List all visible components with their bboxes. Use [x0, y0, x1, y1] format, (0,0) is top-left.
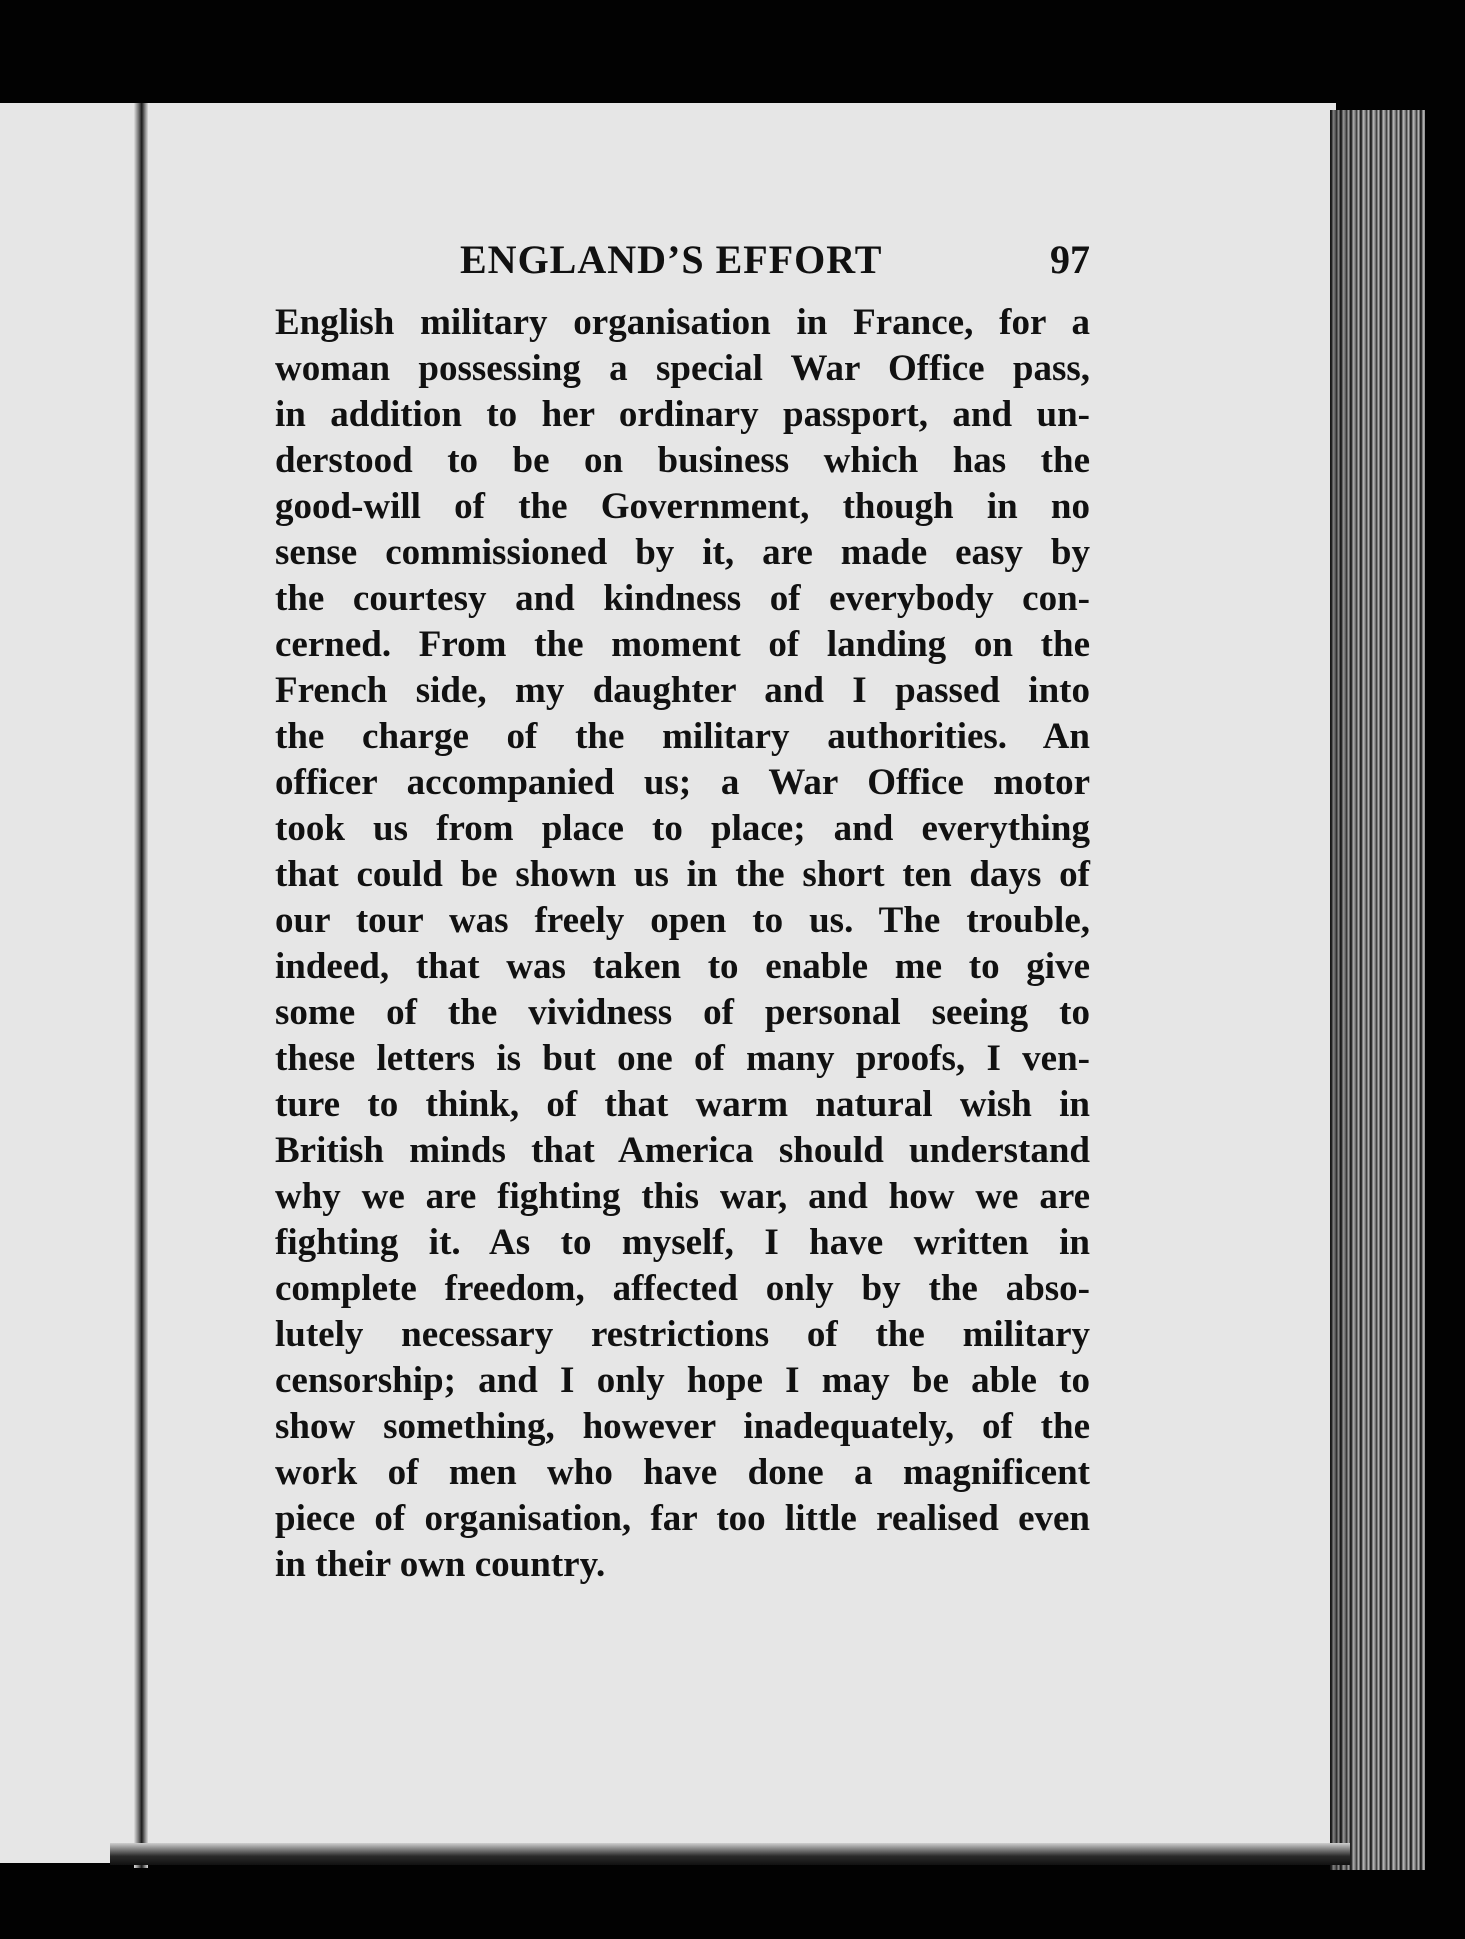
- text-line: derstood to be on business which has the: [275, 440, 1090, 481]
- text-line: why we are fighting this war, and how we are: [275, 1176, 1090, 1217]
- text-line: piece of organisation, far too little realised even: [275, 1498, 1090, 1539]
- text-line: some of the vividness of personal seeing to: [275, 992, 1090, 1033]
- text-line: British minds that America should understand: [275, 1130, 1090, 1171]
- text-line: that could be shown us in the short ten days of: [275, 854, 1090, 895]
- book-gutter: [134, 103, 148, 1868]
- text-line: English military organisation in France, for a: [275, 302, 1090, 343]
- running-head: [280, 236, 1090, 286]
- text-line: sense commissioned by it, are made easy by: [275, 532, 1090, 573]
- text-line: our tour was freely open to us. The trouble,: [275, 900, 1090, 941]
- text-line: complete freedom, affected only by the abso-: [275, 1268, 1090, 1309]
- text-line: work of men who have done a magnificent: [275, 1452, 1090, 1493]
- text-line: lutely necessary restrictions of the military: [275, 1314, 1090, 1355]
- running-title: ENGLAND’S EFFORT: [460, 237, 883, 282]
- text-line: these letters is but one of many proofs, I ven-: [275, 1038, 1090, 1079]
- body-text: [275, 300, 1090, 1588]
- text-line: woman possessing a special War Office pass,: [275, 348, 1090, 389]
- text-line: officer accompanied us; a War Office motor: [275, 762, 1090, 803]
- text-line: in their own country.: [275, 1544, 606, 1585]
- text-line: fighting it. As to myself, I have written in: [275, 1222, 1090, 1263]
- text-line: in addition to her ordinary passport, and un-: [275, 394, 1090, 435]
- left-page-edge: [0, 103, 140, 1863]
- text-line: censorship; and I only hope I may be able to: [275, 1360, 1090, 1401]
- fore-edge-shadow: [1330, 110, 1360, 1870]
- text-line: good-will of the Government, though in no: [275, 486, 1090, 527]
- text-line: took us from place to place; and everything: [275, 808, 1090, 849]
- text-line: show something, however inadequately, of the: [275, 1406, 1090, 1447]
- text-line: ture to think, of that warm natural wish in: [275, 1084, 1090, 1125]
- text-line: the charge of the military authorities. An: [275, 716, 1090, 757]
- text-line: the courtesy and kindness of everybody con-: [275, 578, 1090, 619]
- text-line: cerned. From the moment of landing on the: [275, 624, 1090, 665]
- text-line: indeed, that was taken to enable me to give: [275, 946, 1090, 987]
- text-line: French side, my daughter and I passed into: [275, 670, 1090, 711]
- page-number: 97: [1050, 237, 1090, 282]
- page-bottom-edge: [110, 1843, 1350, 1865]
